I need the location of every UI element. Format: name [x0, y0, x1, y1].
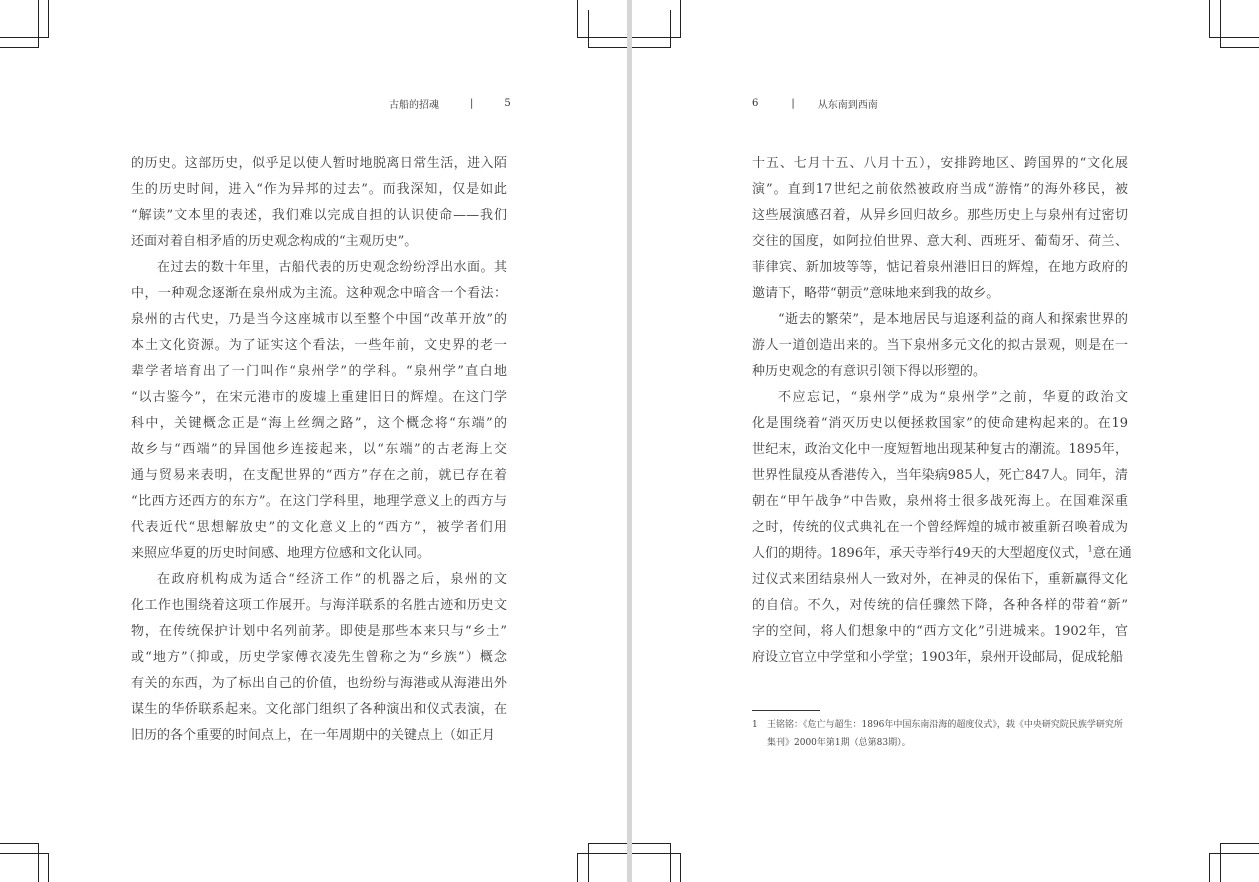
text-line-continuation: 意在通 [1092, 546, 1132, 561]
crop-mark [38, 0, 39, 48]
text-line: 化工作也围绕着这项工作展开。与海洋联系的名胜古迹和历史文 [131, 598, 507, 613]
crop-mark [1209, 37, 1259, 38]
text-line: 的历史。这部历史，似乎足以使人暂时地脱离日常生活，进入陌 [131, 156, 507, 171]
text-line: 本土文化资源。为了证实这个看法，一些年前，文史界的老一 [131, 338, 507, 353]
right-page-body [752, 151, 1132, 671]
text-line: 十五、七月十五、八月十五），安排跨地区、跨国界的“文化展 [752, 156, 1128, 171]
crop-mark [1209, 853, 1259, 854]
text-line: 辈学者培育出了一门叫作“泉州学”的学科。“泉州学”直白地 [131, 364, 507, 379]
crop-mark [577, 37, 627, 38]
crop-mark [680, 853, 681, 882]
footnote-number: 1 [752, 720, 758, 730]
crop-mark [632, 47, 670, 48]
text-line: 泉州的古代史，乃是当今这座城市以至整个中国“改革开放”的 [131, 312, 507, 327]
crop-mark [588, 47, 627, 48]
left-header-separator: | [470, 98, 474, 109]
text-line: 来照应华夏的历史时间感、地理方位感和文化认同。 [131, 546, 431, 561]
right-header-title: 从东南到西南 [817, 100, 878, 111]
text-line: 旧历的各个重要的时间点上，在一年周期中的关键点上（如正月 [131, 728, 496, 743]
text-line: 有关的东西，为了标出自己的价值，也纷纷与海港或从海港出外 [131, 676, 507, 691]
text-line: 的自信。不久，对传统的信任骤然下降，各种各样的带着“新” [752, 598, 1128, 613]
text-line: 游人一道创造出来的。当下泉州多元文化的拟古景观，则是在一 [752, 338, 1128, 353]
text-line: 这些展演感召着，从异乡回归故乡。那些历史上与泉州有过密切 [752, 208, 1128, 223]
text-line: “逝去的繁荣”，是本地居民与追逐利益的商人和探索世界的 [778, 312, 1128, 327]
text-line: “以古鉴今”，在宋元港市的废墟上重建旧日的辉煌。在这门学 [131, 390, 507, 405]
left-header-page-number: 5 [504, 98, 511, 109]
crop-mark [680, 0, 681, 38]
text-line: 物，在传统保护计划中名列前茅。即使是那些本来只与“乡土” [131, 624, 507, 639]
text-line: “比西方还西方的东方”。在这门学科里，地理学意义上的西方与 [131, 494, 507, 509]
text-line: 还面对着自相矛盾的历史观念构成的“主观历史”。 [131, 234, 418, 249]
crop-mark [632, 37, 681, 38]
crop-mark [0, 843, 38, 844]
crop-mark [48, 0, 49, 38]
paragraph [752, 151, 1128, 307]
text-line: 世界性鼠疫从香港传入，当年染病985人，死亡847人。同年，清 [752, 468, 1128, 483]
paragraph [752, 307, 1128, 385]
crop-mark [38, 843, 39, 882]
paragraph [131, 255, 507, 567]
crop-mark [577, 853, 627, 854]
crop-mark [1220, 843, 1259, 844]
crop-mark [0, 853, 48, 854]
crop-mark [588, 843, 627, 844]
text-line: 之时，传统的仪式典礼在一个曾经辉煌的城市被重新召唤着成为 [752, 520, 1128, 535]
text-line: 世纪末，政治文化中一度短暂地出现某种复古的潮流。1895年， [752, 442, 1128, 457]
crop-mark [670, 843, 671, 882]
paragraph [752, 385, 1132, 671]
crop-mark [0, 37, 48, 38]
text-line: 在过去的数十年里，古船代表的历史观念纷纷浮出水面。其 [157, 260, 507, 275]
text-line: 邀请下，略带“朝贡”意味地来到我的故乡。 [752, 286, 1000, 301]
text-line: 或“地方”（抑或，历史学家傅衣凌先生曾称之为“乡族”）概念 [131, 650, 507, 665]
text-line: 故乡与“西端”的异国他乡连接起来，以“东端”的古老海上交 [131, 442, 507, 457]
crop-mark [1209, 853, 1210, 882]
crop-mark [1209, 0, 1210, 38]
crop-mark [588, 843, 589, 882]
text-line: 人们的期待。1896年，承天寺举行49天的大型超度仪式，$^1$意在通 [752, 544, 1132, 561]
right-page-header [752, 96, 878, 111]
text-line: 中，一种观念逐渐在泉州成为主流。这种观念中暗含一个看法： [131, 286, 507, 301]
crop-mark [577, 853, 578, 882]
crop-mark [1220, 47, 1259, 48]
text-line: 过仪式来团结泉州人一致对外，在神灵的保佑下，重新赢得文化 [752, 572, 1128, 587]
text-line: 不应忘记，“泉州学”成为“泉州学”之前，华夏的政治文 [778, 390, 1128, 405]
crop-mark [1220, 843, 1221, 882]
text-line: 化是围绕着“消灭历史以便拯救国家”的使命建构起来的。在19 [752, 416, 1128, 431]
text-line: 谋生的华侨联系起来。文化部门组织了各种演出和仪式表演，在 [131, 702, 507, 717]
text-line: 种历史观念的有意识引领下得以形塑的。 [752, 364, 987, 379]
crop-mark [1220, 0, 1221, 48]
text-line: “解读”文本里的表述，我们难以完成自担的认识使命——我们 [131, 208, 507, 223]
crop-mark [0, 47, 38, 48]
text-line: 演”。直到17世纪之前依然被政府当成“游惰”的海外移民，被 [752, 182, 1128, 197]
crop-mark [577, 0, 578, 38]
crop-mark [48, 853, 49, 882]
left-page-body [131, 151, 507, 749]
footnote-reference: 1 [1087, 544, 1093, 554]
crop-mark [670, 10, 671, 48]
right-header-page-number: 6 [752, 98, 759, 109]
text-line: 科中，关键概念正是“海上丝绸之路”，这个概念将“东端”的 [131, 416, 507, 431]
right-header-separator: | [791, 98, 795, 109]
text-line: 朝在“甲午战争”中告败，泉州将士很多战死海上。在国难深重 [752, 494, 1128, 509]
text-line: 生的历史时间，进入“作为异邦的过去”。而我深知，仅是如此 [131, 182, 507, 197]
crop-mark [632, 853, 681, 854]
text-line: 代表近代“思想解放史”的文化意义上的“西方”，被学者们用 [131, 520, 507, 535]
paragraph [131, 151, 507, 255]
footnote-rule [752, 710, 820, 711]
text-line: 菲律宾、新加坡等等，惦记着泉州港旧日的辉煌，在地方政府的 [752, 260, 1128, 275]
text-line: 通与贸易来表明，在支配世界的“西方”存在之前，就已存在着 [131, 468, 507, 483]
text-line: 交往的国度，如阿拉伯世界、意大利、西班牙、葡萄牙、荷兰、 [752, 234, 1128, 249]
text-line: 府设立官立中学堂和小学堂；1903年，泉州开设邮局，促成轮船 [752, 650, 1124, 665]
left-page-header [389, 96, 511, 111]
footnote [752, 716, 1128, 752]
crop-mark [588, 10, 589, 48]
crop-mark [632, 843, 670, 844]
left-header-title: 古船的招魂 [389, 100, 439, 111]
text-line: 字的空间，将人们想象中的“西方文化”引进城来。1902年，官 [752, 624, 1128, 639]
text-line: 在政府机构成为适合“经济工作”的机器之后，泉州的文 [157, 572, 507, 587]
paragraph [131, 567, 507, 749]
footnote-text: 王铭铭：《危亡与超生：1896年中国东南沿海的超度仪式》，载《中央研究院民族学研究所集刊》2000年第1期（总第83期）。 [767, 720, 1123, 748]
